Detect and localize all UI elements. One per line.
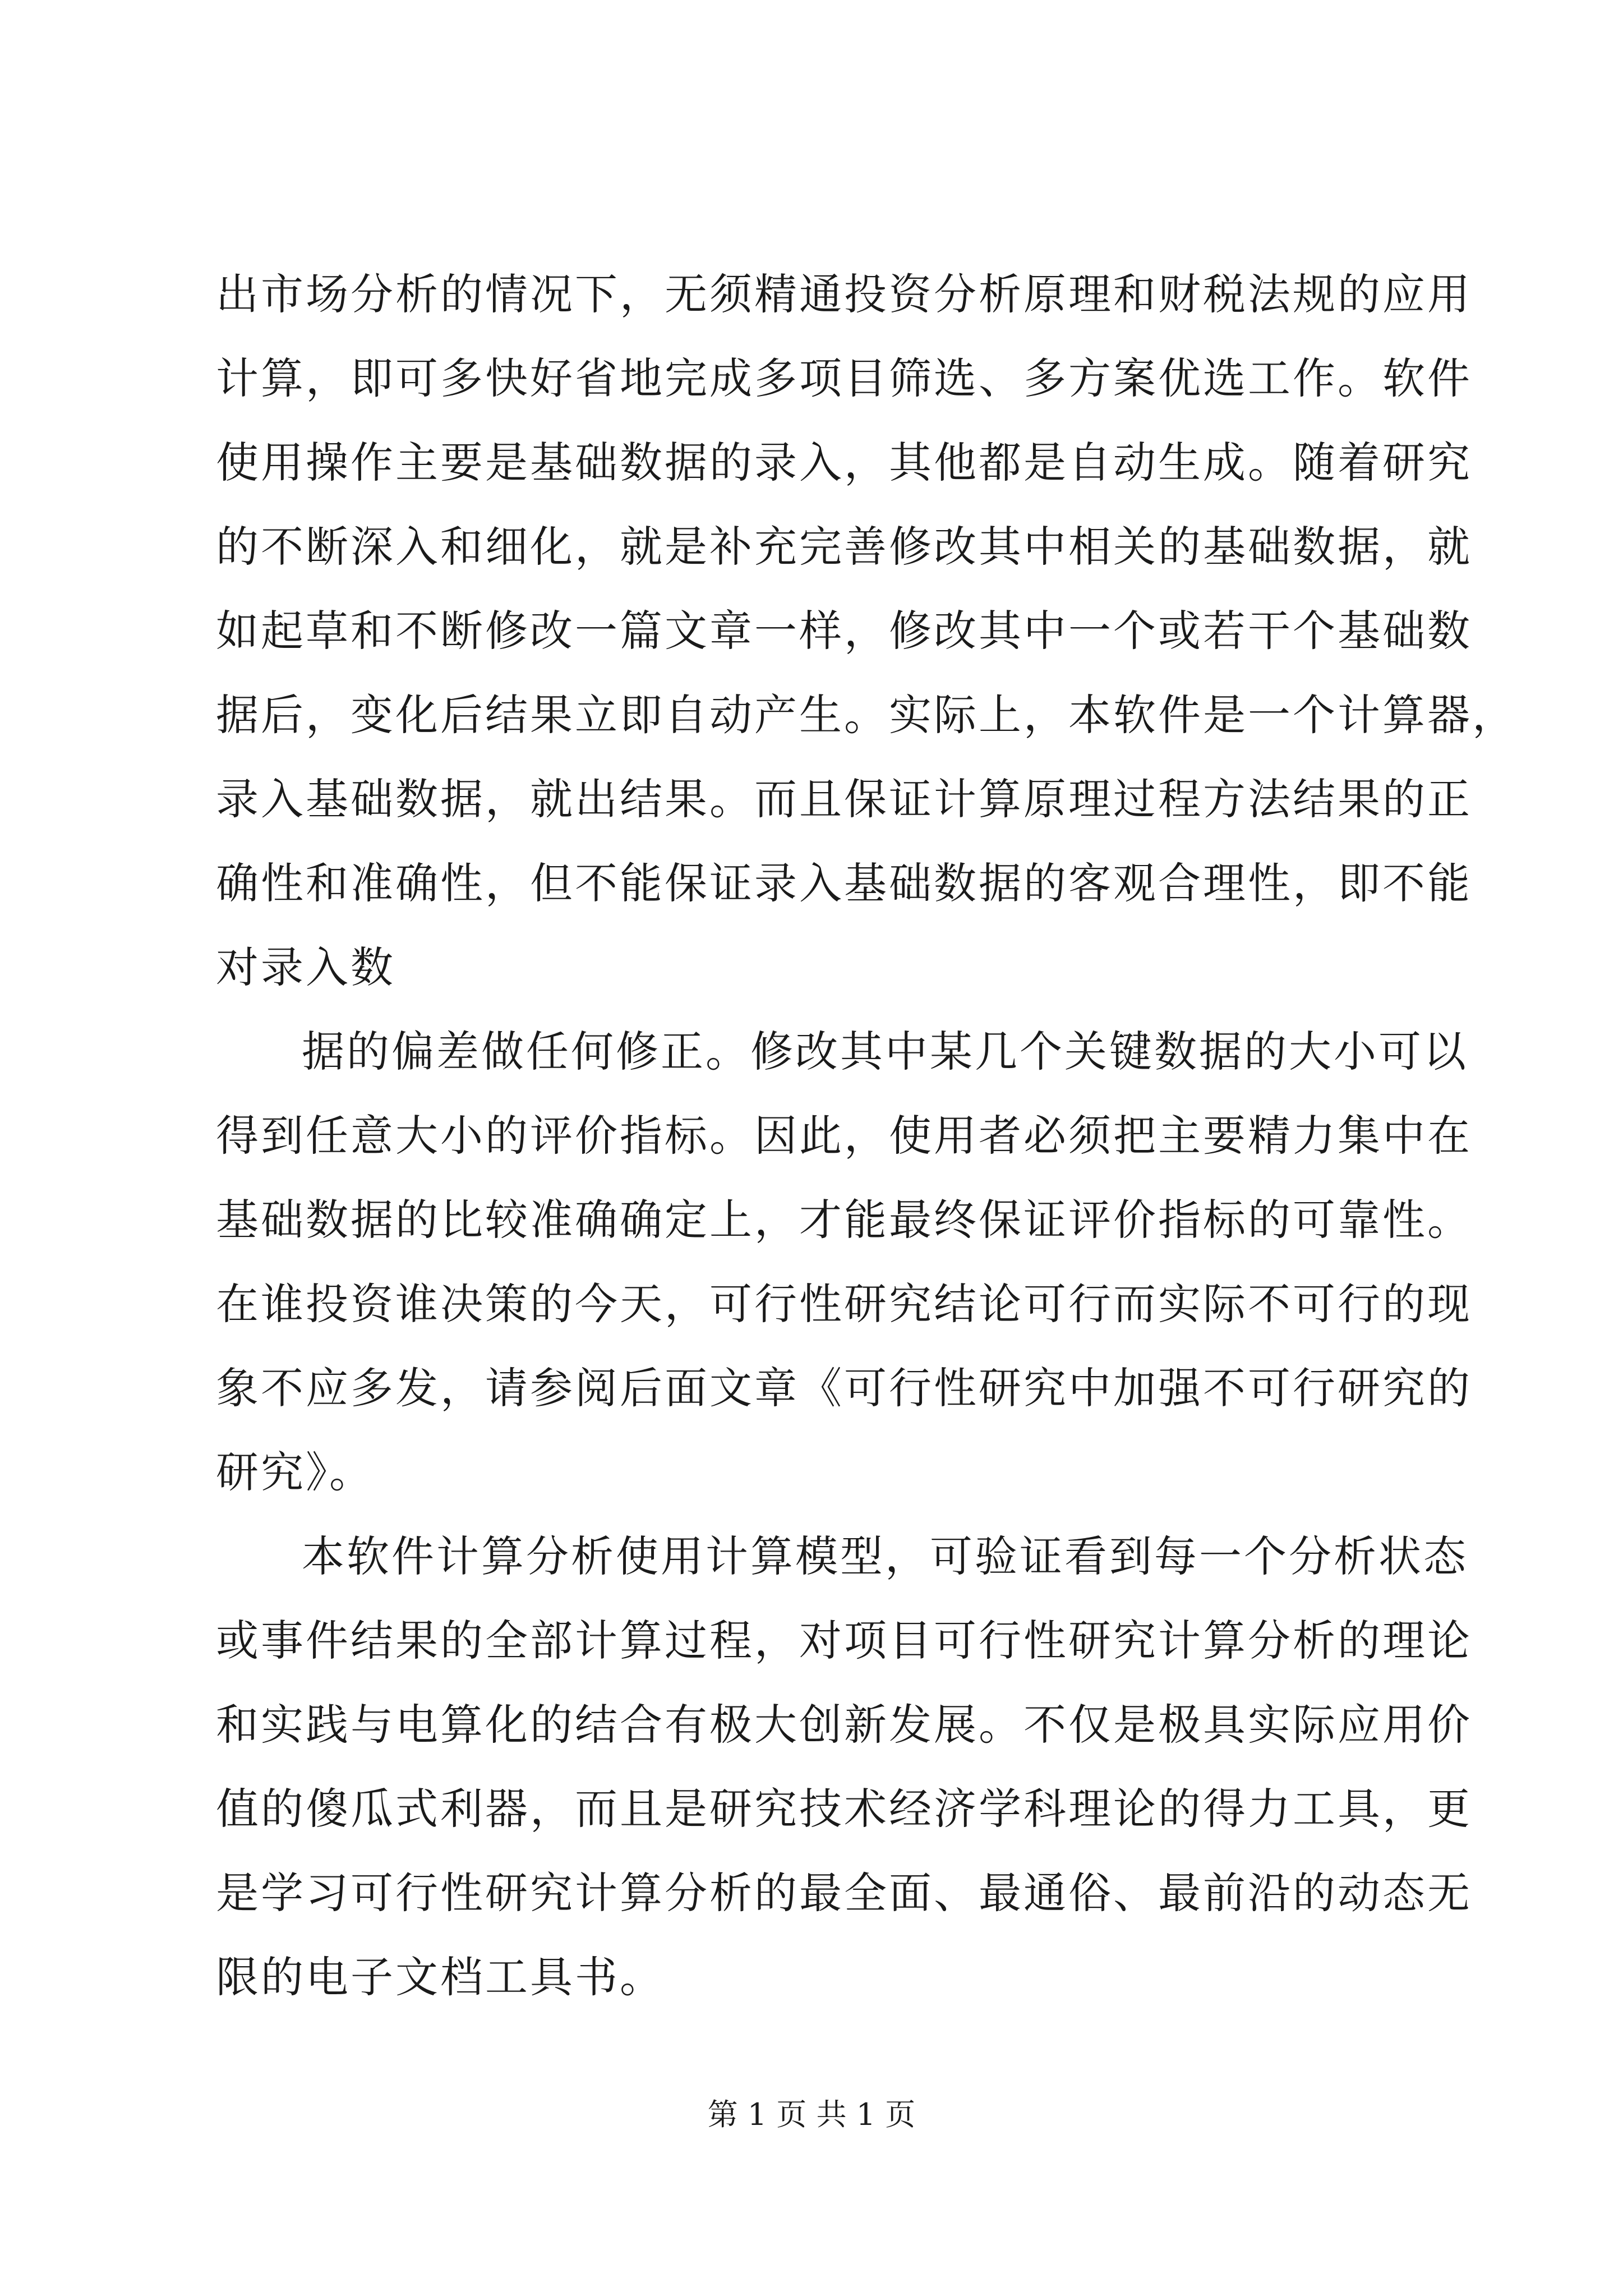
p2-line-3: 基础数据的比较准确确定上，才能最终保证评价指标的可靠性。 [216,1195,1472,1245]
p2-line-6: 研究》。 [216,1447,374,1497]
p1-line-2: 计算，即可多快好省地完成多项目筛选、多方案优选工作。软件 [216,353,1472,403]
p1-line-6: 据后，变化后结果立即自动产生。实际上，本软件是一个计算器， [216,690,1517,740]
p1-line-1: 出市场分析的情况下，无须精通投资分析原理和财税法规的应用 [216,269,1472,319]
p3-line-5: 是学习可行性研究计算分析的最全面、最通俗、最前沿的动态无 [216,1868,1472,1918]
p1-line-3: 使用操作主要是基础数据的录入，其他都是自动生成。随着研究 [216,438,1472,487]
p3-line-1: 本软件计算分析使用计算模型，可验证看到每一个分析状态 [302,1531,1468,1581]
p2-line-1: 据的偏差做任何修正。修改其中某几个关键数据的大小可以 [302,1027,1468,1076]
page-number-footer: 第 1 页 共 1 页 [707,2097,916,2132]
p3-line-3: 和实践与电算化的结合有极大创新发展。不仅是极具实际应用价 [216,1700,1472,1750]
p1-line-7: 录入基础数据，就出结果。而且保证计算原理过程方法结果的正 [216,774,1472,824]
p3-line-6: 限的电子文档工具书。 [216,1952,665,2002]
p2-line-2: 得到任意大小的评价指标。因此，使用者必须把主要精力集中在 [216,1111,1472,1161]
p1-line-5: 如起草和不断修改一篇文章一样，修改其中一个或若干个基础数 [216,606,1472,656]
p1-line-4: 的不断深入和细化，就是补充完善修改其中相关的基础数据，就 [216,522,1472,572]
p1-line-8: 确性和准确性，但不能保证录入基础数据的客观合理性，即不能 [216,858,1472,908]
p3-line-4: 值的傻瓜式利器，而且是研究技术经济学科理论的得力工具，更 [216,1784,1472,1834]
p2-line-5: 象不应多发，请参阅后面文章《可行性研究中加强不可行研究的 [216,1363,1472,1413]
p3-line-2: 或事件结果的全部计算过程，对项目可行性研究计算分析的理论 [216,1616,1472,1665]
p1-line-9: 对录入数 [216,942,395,992]
p2-line-4: 在谁投资谁决策的今天，可行性研究结论可行而实际不可行的现 [216,1279,1472,1329]
